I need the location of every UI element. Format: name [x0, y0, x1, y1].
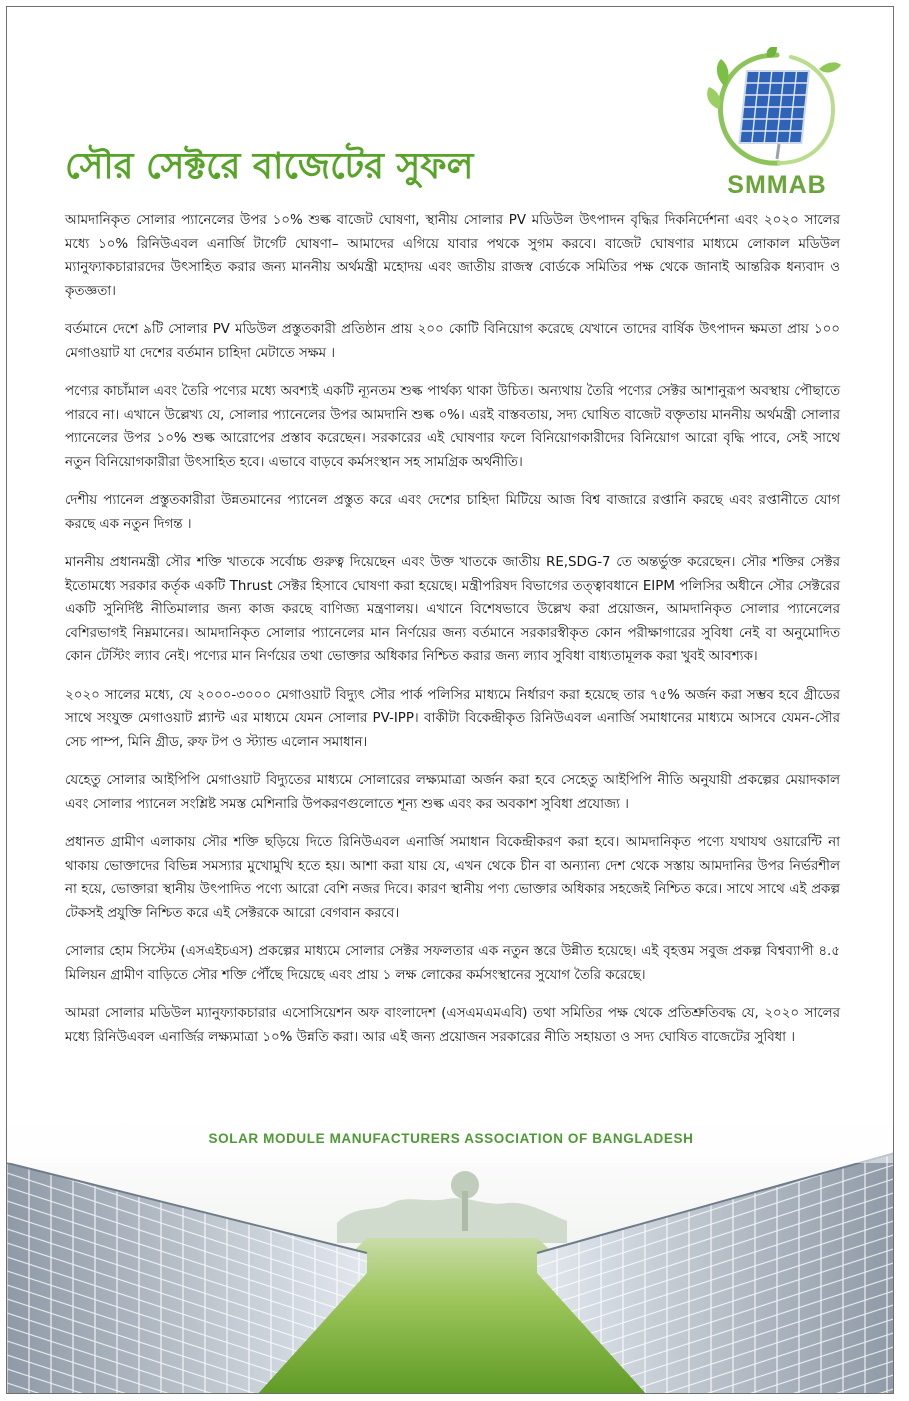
headline: সৌর সেক্টরে বাজেটের সুফল: [65, 146, 474, 187]
solar-farm-field-photo: [7, 1103, 894, 1394]
paragraph: পণ্যের কাচাঁমাল এবং তৈরি পণ্যের মধ্যে অবশ্যই একটি ন্যূনতম শুল্ক পার্থক্য থাকা উচিত। অন্যথায় তৈরি পণ্যের সেক্টর আশানুরূপ অবস্থায় পৌছাতে পারবে না। এখানে উল্লেখ্য যে, সোলার প্যানেলের উপর আমদানি শুল্ক ০%। এরই বাস্তবতায়, সদ্য ঘোষিত বাজেট বক্তৃতায় মাননীয় অর্থমন্ত্রী সোলার প্যানেলের উপর ১০% শুল্ক আরোপের প্রস্তাব করেছেন। সরকারের এই ঘোষণার ফলে বিনিয়োগকারীদের বিনিয়োগ আরো বৃদ্ধি পাবে, সেই সাথে নতুন বিনিয়োগকারীরা উৎসাহিত হবে। এভাবে বাড়বে কর্মসংস্থান সহ সামগ্রিক অর্থনীতি।: [65, 384, 840, 470]
logo-text: SMMAB: [727, 171, 827, 199]
solar-panel-leaf-icon: [707, 47, 847, 172]
advertisement-page: [6, 6, 894, 1394]
paragraph: যেহেতু সোলার আইপিপি মেগাওয়াট বিদ্যুতের মাধ্যমে সোলারের লক্ষ্যমাত্রা অর্জন করা হবে সেহেতু আইপিপি নীতি অনুযায়ী প্রকল্পের মেয়াদকাল এবং সোলার প্যানেল সংশ্লিষ্ট সমস্ত মেশিনারি উপকরণগুলোতে শূন্য শুল্ক এবং কর অবকাশ সুবিধা প্রযোজ্য ।: [65, 773, 840, 812]
paragraph: বর্তমানে দেশে ৯টি সোলার PV মডিউল প্রস্তুতকারী প্রতিষ্ঠান প্রায় ২০০ কোটি বিনিয়োগ করেছে যেখানে তাদের বার্ষিক উৎপাদন ক্ষমতা প্রায় ১০০ মেগাওয়াট যা দেশের বর্তমান চাহিদা মেটাতে সক্ষম ।: [65, 322, 840, 361]
paragraph: আমরা সোলার মডিউল ম্যানুফ্যাকচারার এসোসিয়েশন অফ বাংলাদেশ (এসএমএমএবি) তথা সমিতির পক্ষ থেকে প্রতিশ্রুতিবদ্ধ যে, ২০২০ সালের মধ্যে রিনিউএবল এনার্জির লক্ষ্যমাত্রা ১০% উন্নতি করা। আর এই জন্য প্রয়োজন সরকারের নীতি সহায়তা ও সদ্য ঘোষিত বাজেটের সুবিধা ।: [65, 1006, 840, 1045]
paragraph: ২০২০ সালের মধ্যে, যে ২০০০-৩০০০ মেগাওয়াট বিদ্যুৎ সৌর পার্ক পলিসির মাধ্যমে নির্ধারণ করা হয়েছে তার ৭৫% অর্জন করা সম্ভব হবে গ্রীডের সাথে সংযুক্ত মেগাওয়াট প্ল্যান্ট এর মাধ্যমে যেমন সোলার PV-IPP। বাকীটা বিকেন্দ্রীকৃত রিনিউএবল এনার্জি সমাধানের মাধ্যমে আসবে যেমন-সৌর সেচ পাম্প, মিনি গ্রীড, রুফ টপ ও স্ট্যান্ড এলোন সমাধান।: [65, 687, 840, 750]
paragraph: প্রধানত গ্রামীণ এলাকায় সৌর শক্তি ছড়িয়ে দিতে রিনিউএবল এনার্জি সমাধান বিকেন্দ্রীকরণ করা হবে। আমদানিকৃত পণ্যে যথাযথ ওয়ারেন্টি না থাকায় ভোক্তাদের বিভিন্ন সমস্যার মুখোমুখি হতে হয়। আশা করা যায় যে, এখন থেকে চীন বা অন্যান্য দেশ থেকে সস্তায় আমদানির উপর নির্ভরশীল না হয়ে, ভোক্তারা স্থানীয় উৎপাদিত পণ্যে আরো বেশি নজর দিবে। কারণ স্থানীয় পণ্য ভোক্তার অধিকার সহজেই নিশ্চিত করে। সাথে সাথে এই প্রকল্প টেকসই প্রযুক্তি নিশ্চিত করে এই সেক্টরকে আরো বেগবান করবে।: [65, 835, 840, 921]
organization-name: SOLAR MODULE MANUFACTURERS ASSOCIATION OF BANGLADESH: [208, 1131, 694, 1146]
paragraph: মাননীয় প্রধানমন্ত্রী সৌর শক্তি খাতকে সর্বোচ্চ গুরুত্ব দিয়েছেন এবং উক্ত খাতকে জাতীয় RE,SDG-7 তে অন্তর্ভুক্ত করেছেন। সৌর শক্তির সেক্টর ইতোমধ্যে সরকার কর্তৃক একটি Thrust সেক্টর হিসাবে ঘোষণা করা হয়েছে। মন্ত্রীপরিষদ বিভাগের তত্ত্বাবধানে EIPM পলিসির অধীনে সৌর সেক্টরের একটি সুনির্দিষ্ট নীতিমালার জন্য কাজ করছে বাণিজ্য মন্ত্রণালয়। এখানে বিশেষভাবে উল্লেখ করা প্রয়োজন, আমদানিকৃত সোলার প্যানেলের বেশিরভাগই নিম্নমানের। আমদানিকৃত সোলার প্যানেলের মান নির্ণয়ের জন্য বর্তমানে সরকারস্বীকৃত কোন পরীক্ষাগারের সুবিধা নেই বা অনুমোদিত কোন টেস্টিং ল্যাব নেই। পণ্যের মান নির্ণয়ের তথা ভোক্তার অধিকার নিশ্চিত করার জন্য ল্যাব সুবিধা বাধ্যতামূলক করা খুবই আবশ্যক।: [65, 555, 840, 664]
paragraph: আমদানিকৃত সোলার প্যানেলের উপর ১০% শুল্ক বাজেট ঘোষণা, স্থানীয় সোলার PV মডিউল উৎপাদন বৃদ্ধির দিকনির্দেশনা এবং ২০২০ সালের মধ্যে ১০% রিনিউএবল এনার্জি টার্গেট ঘোষণা– আমাদের এগিয়ে যাবার পথকে সুগম করবে। বাজেট ঘোষণার মাধ্যমে লোকাল মডিউল ম্যানুফ্যাকচারারদের উৎসাহিত করার জন্য মাননীয় অর্থমন্ত্রী মহোদয় এবং জাতীয় রাজস্ব বোর্ডকে সমিতির পক্ষ থেকে জানাই আন্তরিক ধন্যবাদ ও কৃতজ্ঞতা।: [65, 213, 840, 299]
paragraph: দেশীয় প্যানেল প্রস্তুতকারীরা উন্নতমানের প্যানেল প্রস্তুত করে এবং দেশের চাহিদা মিটিয়ে আজ বিশ্ব বাজারে রপ্তানি করছে এবং রপ্তানীতে যোগ করছে এক নতুন দিগন্ত ।: [65, 493, 840, 532]
smmab-logo: [707, 47, 857, 207]
paragraph: সোলার হোম সিস্টেম (এসএইচএস) প্রকল্পের মাধ্যমে সোলার সেক্টর সফলতার এক নতুন স্তরে উন্নীত হয়েছে। এই বৃহত্তম সবুজ প্রকল্প বিশ্বব্যাপী ৪.৫ মিলিয়ন গ্রামীণ বাড়িতে সৌর শক্তি পৌঁছে দিয়েছে এবং প্রায় ১ লক্ষ লোকের কর্মসংস্থানের সুযোগ তৈরি করেছে।: [65, 944, 840, 983]
article-body: [65, 209, 840, 1064]
